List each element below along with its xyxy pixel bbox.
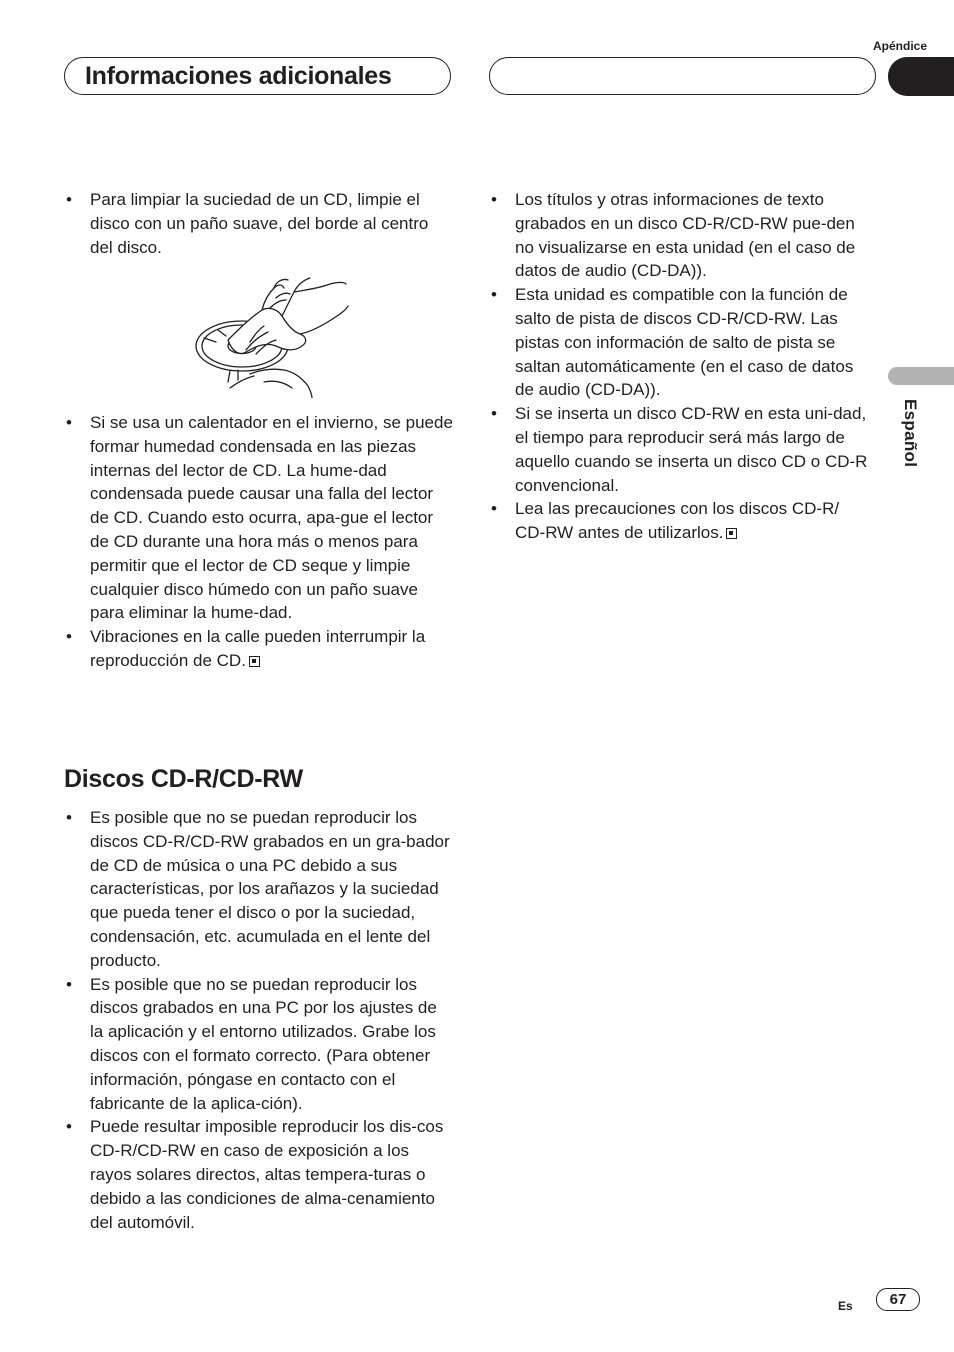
list-item xyxy=(489,402,874,497)
bullet-icon: • xyxy=(66,413,72,432)
list-item-text: Es posible que no se puedan reproducir los discos CD-R/CD-RW grabados en un gra-bador de CD de música o una PC debido a sus características, por los arañazos y la suciedad que pueda tener el disco o por la suciedad, condensación, etc. acumulada en el lente del producto. xyxy=(90,808,450,970)
language-tab-marker xyxy=(888,367,954,385)
list-item xyxy=(64,806,454,973)
bullet-icon: • xyxy=(491,499,497,519)
page-number: 67 xyxy=(876,1288,920,1311)
end-of-section-icon xyxy=(249,656,260,667)
list-item-text: Para limpiar la suciedad de un CD, limpie el disco con un paño suave, del borde al centro del disco. xyxy=(90,190,429,257)
bullet-icon: • xyxy=(66,190,72,209)
left-column-top xyxy=(64,188,454,259)
left-column-middle xyxy=(64,411,454,673)
bullet-icon: • xyxy=(491,404,497,424)
list-item-text: Los títulos y otras informaciones de texto grabados en un disco CD-R/CD-RW pue-den no visualizarse en esta unidad (en el caso de datos de audio (CD-DA)). xyxy=(515,190,856,281)
bullet-icon: • xyxy=(491,285,497,305)
language-tab-label: Español xyxy=(901,399,920,468)
list-item-text: Puede resultar imposible reproducir los dis-cos CD-R/CD-RW en caso de exposición a los rayos solares directos, altas tempera-turas o debido a las condiciones de alma-cenamiento del automóvil. xyxy=(90,1117,444,1232)
bullet-icon: • xyxy=(66,808,72,827)
list-item-text: Si se inserta un disco CD-RW en esta uni-dad, el tiempo para reproducir será más largo de aquello cuando se inserta un disco CD o CD-R convencional. xyxy=(515,404,868,495)
hand-wiping-cd-icon xyxy=(190,270,350,398)
list-item xyxy=(489,497,874,545)
list-item-text: Es posible que no se puedan reproducir los discos grabados en una PC por los ajustes de la aplicación y el entorno utilizados. Grabe los discos con el formato correcto. (Para obtener información, póngase en contacto con el fabricante de la aplica-ción). xyxy=(90,974,437,1113)
list-item xyxy=(489,283,874,402)
list-item xyxy=(489,188,874,283)
section-label: Apéndice xyxy=(872,39,927,53)
list-item-text: Vibraciones en la calle pueden interrumpir la reproducción de CD. xyxy=(90,627,426,670)
end-of-section-icon xyxy=(726,528,737,539)
footer-language-code: Es xyxy=(838,1299,853,1313)
list-item-text: Lea las precauciones con los discos CD-R/ CD-RW antes de utilizarlos. xyxy=(515,499,840,543)
header-title-box xyxy=(64,57,451,95)
list-item-text: Si se usa un calentador en el invierno, se puede formar humedad condensada en las piezas internas del lector de CD. La hume-dad condensada puede causar una falla del lector de CD. Cuando esto ocurra, apa-gue el lector de CD durante una hora más o menos para permitir que el lector de CD seque y limpie cualquier disco húmedo con un paño suave para eliminar la hume-dad. xyxy=(90,413,453,623)
bullet-list xyxy=(64,806,454,1234)
page-title: Informaciones adicionales xyxy=(85,62,392,90)
bullet-icon: • xyxy=(66,974,72,994)
list-item xyxy=(64,1115,454,1234)
bullet-list xyxy=(64,411,454,673)
list-item-text: Esta unidad es compatible con la función de salto de pista de discos CD-R/CD-RW. Las pistas con información de salto de pista se saltan automáticamente (en el caso de datos de audio (CD-DA)). xyxy=(515,285,854,400)
header-blank-box xyxy=(489,57,876,95)
list-item xyxy=(64,973,454,1116)
left-column-bottom xyxy=(64,806,454,1234)
bullet-icon: • xyxy=(491,190,497,209)
bullet-list xyxy=(489,188,874,545)
list-item xyxy=(64,625,454,673)
list-item xyxy=(64,411,454,625)
list-item xyxy=(64,188,454,259)
bullet-list xyxy=(64,188,454,259)
bullet-icon: • xyxy=(66,627,72,647)
bullet-icon: • xyxy=(66,1117,72,1137)
section-heading: Discos CD-R/CD-RW xyxy=(64,765,303,793)
right-column xyxy=(489,188,874,545)
section-tab xyxy=(888,57,954,96)
